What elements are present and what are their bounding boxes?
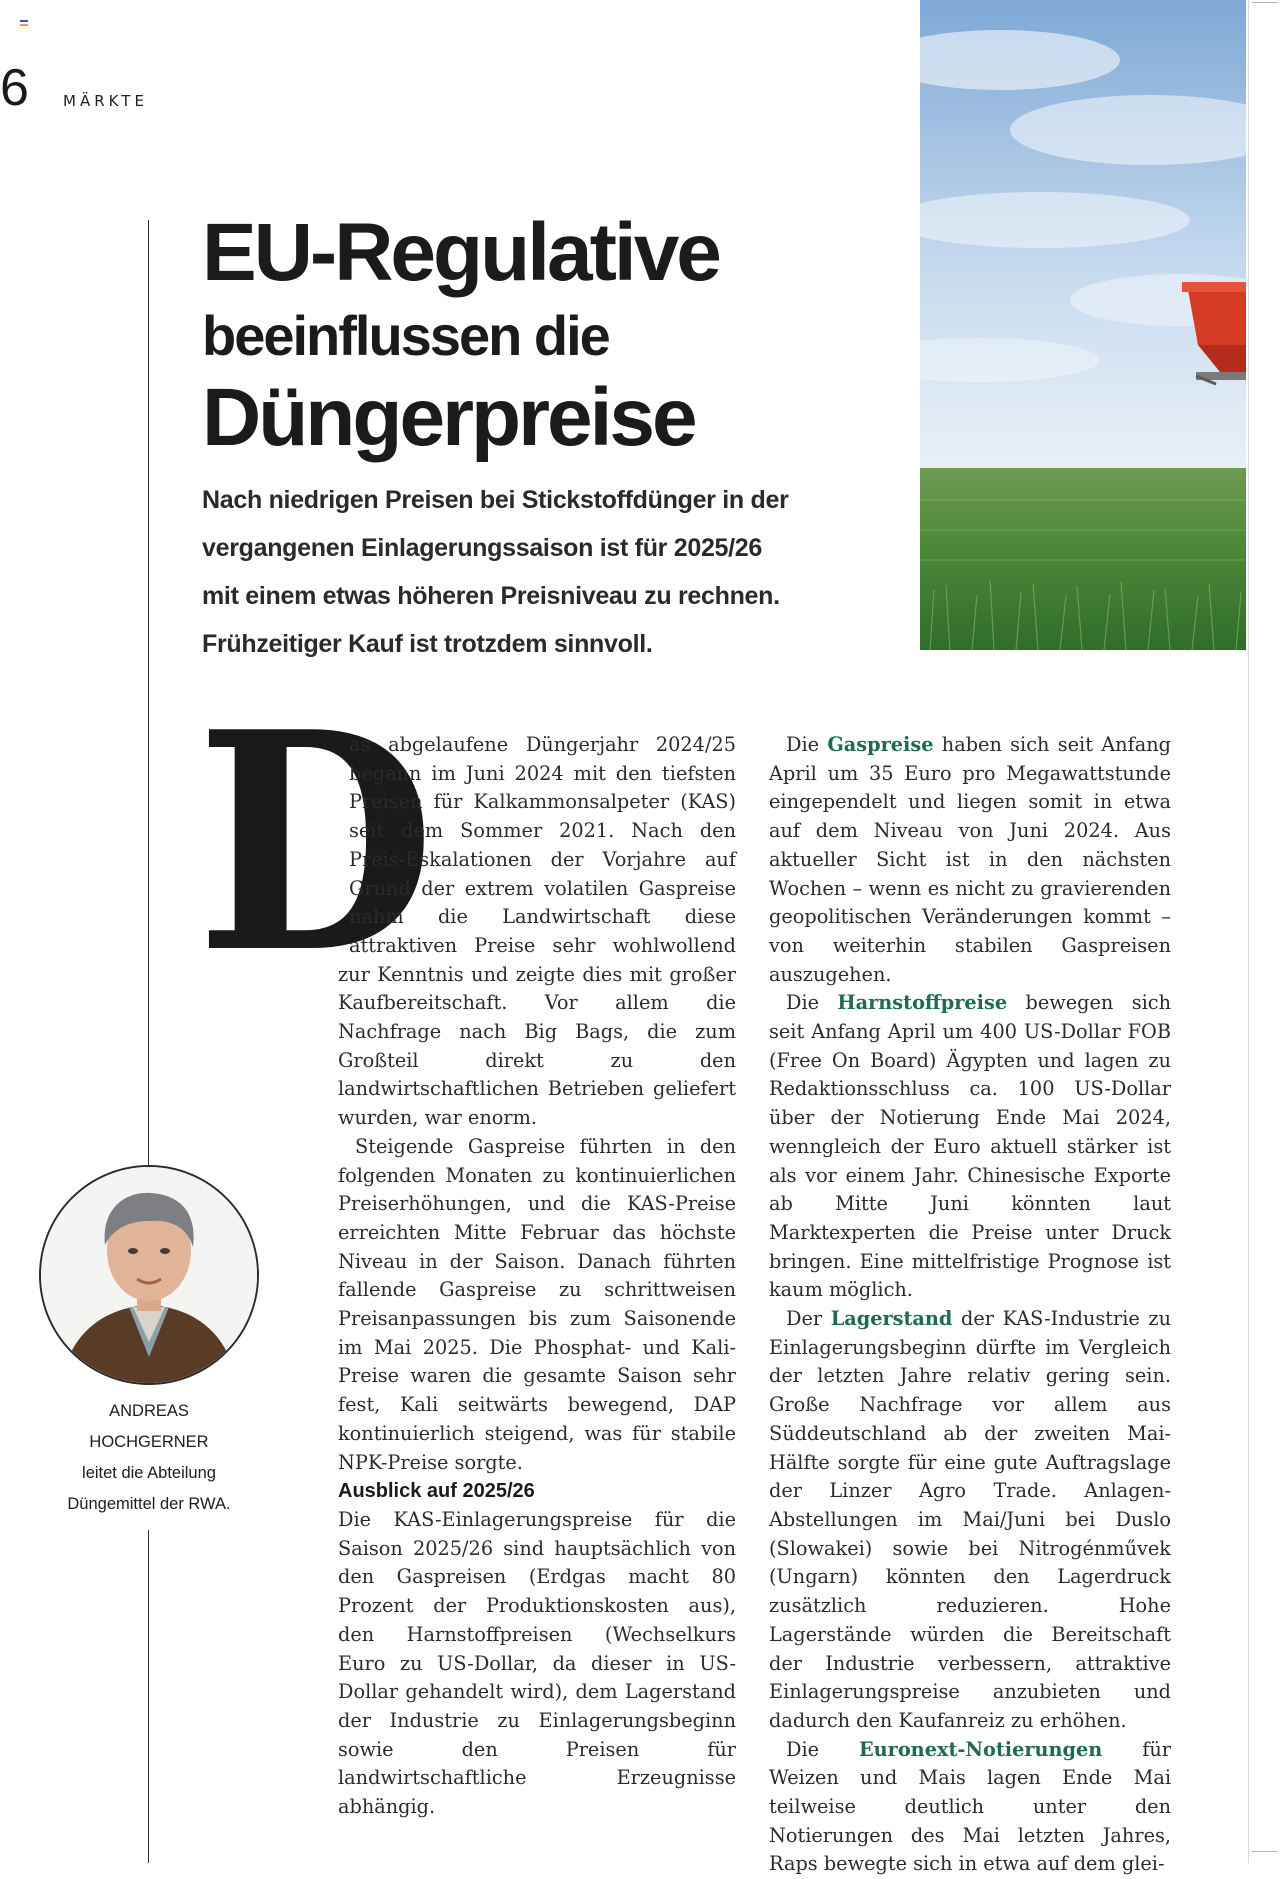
lead-line: Nach niedrigen Preisen bei Stickstoffdünger in der <box>202 486 789 514</box>
vertical-rule-bottom <box>148 1530 149 1863</box>
page-edge-tick-bottom <box>1252 1851 1278 1852</box>
page-edge-tick-top <box>1252 2 1278 3</box>
paragraph <box>769 731 1171 989</box>
keyword-euronext: Euronext-Notierungen <box>858 1737 1103 1761</box>
text: Der <box>786 1307 831 1331</box>
lead-line: mit einem etwas höheren Preisniveau zu rechnen. <box>202 582 780 610</box>
section-label: MÄRKTE <box>63 92 148 110</box>
paragraph <box>769 1736 1171 1879</box>
author-first-name: ANDREAS <box>109 1402 189 1420</box>
lead-line: Frühzeitiger Kauf ist trotzdem sinnvoll. <box>202 630 653 658</box>
lead-paragraph <box>202 476 792 668</box>
author-portrait <box>39 1165 259 1385</box>
headline-line-2: beeinflussen die <box>202 304 609 367</box>
drop-cap-spacer <box>278 731 349 946</box>
paragraph-text: as abgelaufene Düngerjahr 2024/25 begann im Juni 2024 mit den tiefsten Preisen für Kalkammonsalpeter (KAS) seit dem Sommer 2021. Nach den Preis-Eskalationen der Vorjahre auf Grund der extrem volatilen Gaspreise nahm die Landwirtschaft diese attraktiven Preise sehr wohlwollend zur Kenntnis und zeigte dies mit großer Kaufbereitschaft. Vor allem die Nachfrage nach Big Bags, die zum Großteil direkt zu den landwirtschaftlichen Betrieben geliefert wurden, war enorm. <box>338 733 736 1130</box>
text: bewegen sich seit Anfang April um 400 US-Dollar FOB (Free On Board) Ägypten und lagen zu Redaktionsschluss ca. 100 US-Dollar über der Notierung Ende Mai 2024, wenngleich der Euro aktuell stärker ist als vor einem Jahr. Chinesische Exporte ab Mitte Juni könnten laut Marktexperten die Preise unter Druck bringen. Eine mittelfristige Prognose ist kaum möglich. <box>769 991 1171 1302</box>
keyword-harnstoffpreise: Harnstoffpreise <box>837 991 1008 1015</box>
keyword-gaspreise: Gaspreise <box>827 733 934 756</box>
author-role: Düngemittel der RWA. <box>67 1495 231 1513</box>
author-caption <box>40 1396 258 1520</box>
page-edge-rule <box>1248 0 1249 1863</box>
paragraph <box>769 989 1171 1305</box>
keyword-lagerstand: Lagerstand <box>830 1307 953 1331</box>
vertical-rule-top <box>148 220 149 1170</box>
author-last-name: HOCHGERNER <box>89 1433 209 1451</box>
text: Die <box>786 991 838 1015</box>
paragraph <box>338 731 736 1133</box>
paragraph: Steigende Gaspreise führten in den folgenden Monaten zu kontinuierlichen Preiserhöhungen, und die KAS-Preise erreichten Mitte Februar das höchste Niveau in der Saison. Danach führten fallende Gaspreise zu schrittweisen Preisanpassungen bis zum Saisonende im Mai 2025. Die Phosphat- und Kali-Preise waren die gesamte Saison sehr fest, Kali seitwärts bewegend, DAP kontinuierlich steigend, was für stabile NPK-Preise sorgte. <box>338 1134 736 1474</box>
text: für Weizen und Mais lagen Ende Mai teilweise deutlich unter den Notierungen des Mai letzten Jahres, Raps bewegte sich in etwa auf dem glei- <box>769 1737 1172 1876</box>
article-column-left <box>338 731 736 1822</box>
headline-line-1: EU-Regulative <box>202 207 719 298</box>
author-role: leitet die Abteilung <box>82 1464 216 1482</box>
text: Die <box>786 1737 859 1761</box>
subheading: Ausblick auf 2025/26 <box>338 1480 535 1503</box>
paragraph: Die KAS-Einlagerungspreise für die Saison 2025/26 sind hauptsächlich von den Gaspreisen (Erdgas macht 80 Prozent der Produktionskosten aus), den Harnstoffpreisen (Wechselkurs Euro zu US-Dollar, da dieser in US-Dollar gehandelt wird), dem Lagerstand der Industrie zu Einlagerungsbeginn sowie den Preisen für landwirtschaftliche Erzeugnisse abhängig. <box>338 1507 736 1819</box>
article-column-right <box>769 731 1171 1879</box>
text: der KAS-Industrie zu Einlagerungsbeginn dürfte im Vergleich der letzten Jahre relativ gering sein. Große Nachfrage vor allem aus Süddeutschland ab der zweiten Mai-Hälfte sorgte für eine gute Auftragslage der Linzer Agro Trade. Anlagen-Abstellungen im Mai/Juni bei Duslo (Slowakei) sowie bei Nitrogénművek (Ungarn) könnten den Lagerdruck zusätzlich reduzieren. Hohe Lagerstände würden die Bereitschaft der Industrie verbessern, attraktive Einlagerungspreise anzubieten und dadurch den Kaufanreiz zu erhöhen. <box>769 1307 1171 1732</box>
drop-cap: D <box>196 666 436 1019</box>
flag-icon <box>20 20 28 26</box>
field-photo <box>920 0 1246 650</box>
page-number: 6 <box>0 59 29 117</box>
text: Die <box>786 733 828 756</box>
paragraph <box>769 1305 1171 1736</box>
text: haben sich seit Anfang April um 35 Euro pro Megawattstunde eingependelt und liegen somit in etwa auf dem Niveau von Juni 2024. Aus aktueller Sicht ist in den nächsten Wochen – wenn es nicht zu gravierenden geopolitischen Veränderungen kommt – von weiterhin stabilen Gaspreisen auszugehen. <box>769 733 1171 986</box>
lead-line: vergangenen Einlagerungssaison ist für 2025/26 <box>202 534 763 562</box>
headline-line-3: Düngerpreise <box>202 372 695 463</box>
